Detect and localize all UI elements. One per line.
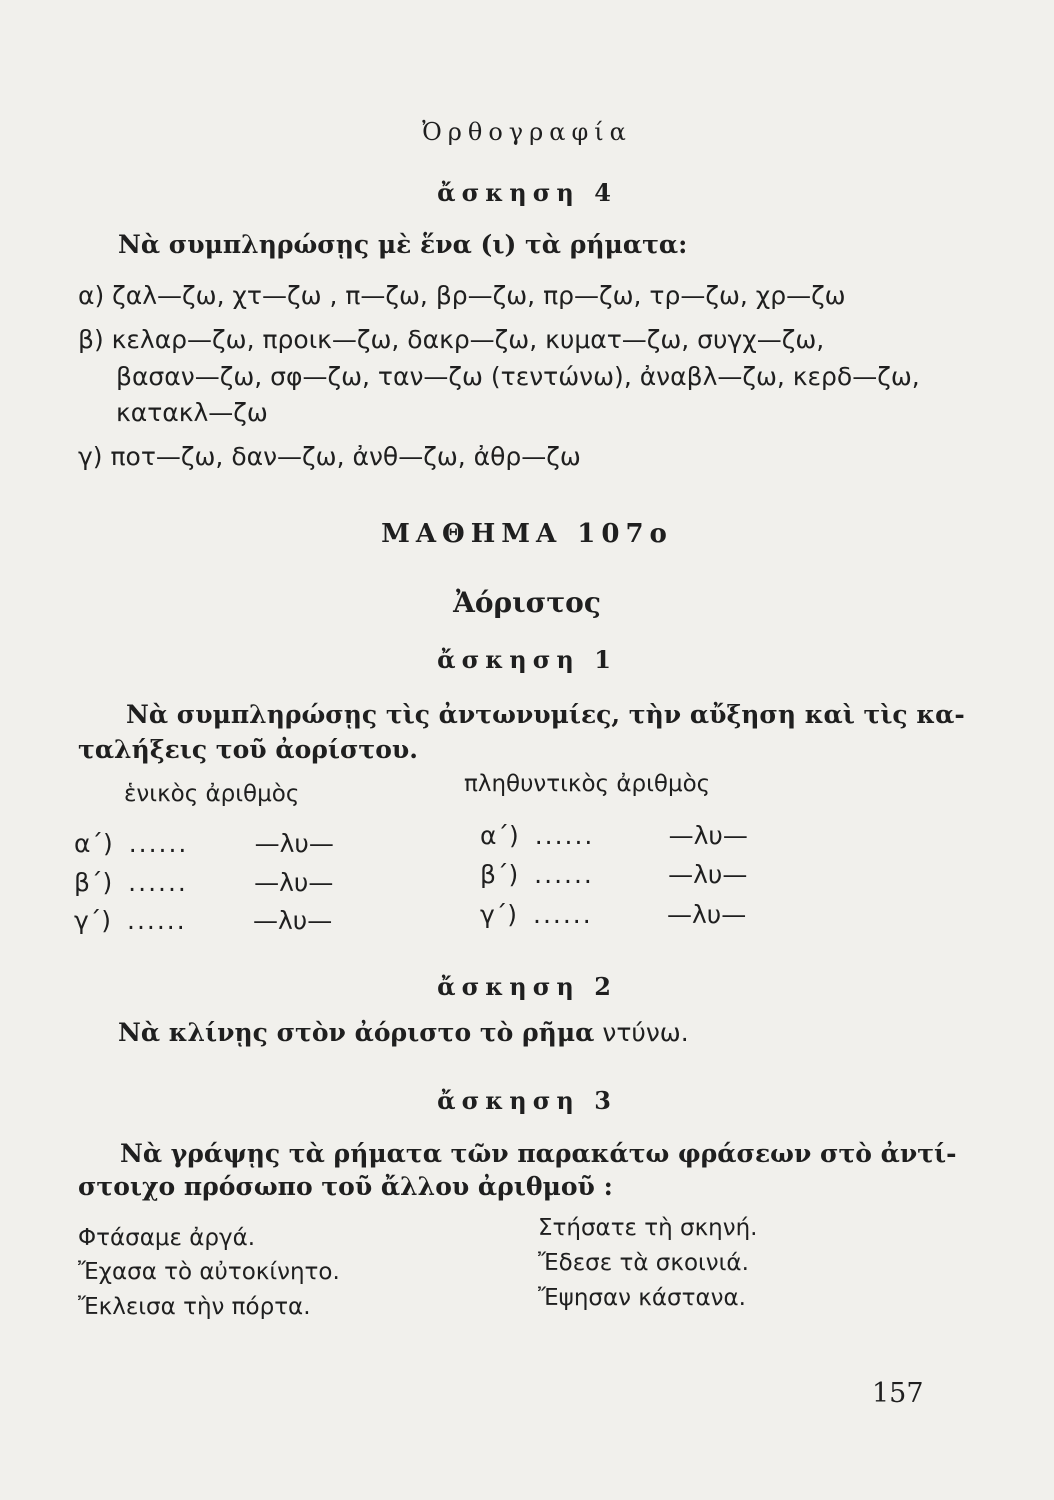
lesson-title: ΜΑΘΗΜΑ 107ο (381, 519, 673, 549)
exercise-3-instruction-line-2: στοιχο πρόσωπο τοῦ ἄλλου ἀριθμοῦ : (78, 1172, 613, 1201)
sentence-right: Ἔδεσε τὰ σκοινιά. (538, 1250, 749, 1276)
exercise-3-heading: ἄσκηση 3 (437, 1086, 617, 1115)
verb-stem: —λυ— (668, 821, 748, 850)
sentence-left: Ἔκλεισα τὴν πόρτα. (78, 1294, 311, 1320)
page-number: 157 (872, 1378, 924, 1409)
singular-header: ἑνικὸς ἀριθμὸς (124, 781, 300, 807)
exercise-2-text: Νὰ κλίνῃς στὸν ἀόριστο τὸ ρῆμα (118, 1018, 595, 1047)
plural-row (480, 860, 747, 889)
exercise-2-heading: ἄσκηση 2 (437, 972, 617, 1001)
exercise-2-instruction (118, 1018, 689, 1047)
verb-stem: —λυ— (252, 906, 333, 935)
exercise-4-line-b1: β) κελαρ—ζω, προικ—ζω, δακρ—ζω, κυματ—ζω, συγχ—ζω, (78, 325, 825, 354)
verb-stem: —λυ— (668, 860, 748, 889)
sentence-left: Φτάσαμε ἀργά. (78, 1225, 256, 1251)
row-label: β΄) (74, 868, 113, 897)
exercise-3-instruction-line-1: Νὰ γράψῃς τὰ ρήματα τῶν παρακάτω φράσεων στὸ ἀντί- (120, 1139, 957, 1168)
row-label: β΄) (480, 860, 519, 889)
plural-header: πληθυντικὸς ἀριθμὸς (464, 771, 711, 797)
exercise-4-line-c: γ) ποτ—ζω, δαν—ζω, ἀνθ—ζω, ἀθρ—ζω (78, 442, 581, 471)
singular-row (74, 906, 332, 935)
row-label: γ΄) (480, 900, 518, 929)
blank-dots: ...... (128, 868, 188, 897)
exercise-1-instruction-line-2: ταλήξεις τοῦ ἀορίστου. (78, 735, 418, 764)
sentence-right: Στήσατε τὴ σκηνή. (538, 1215, 758, 1241)
blank-dots: ...... (533, 900, 593, 929)
blank-dots: ...... (534, 860, 594, 889)
blank-dots: ...... (534, 821, 595, 850)
exercise-4-line-b3: κατακλ—ζω (116, 398, 268, 427)
exercise-1-heading: ἄσκηση 1 (437, 645, 617, 674)
section-title: Ὀρθογραφία (422, 118, 632, 146)
sentence-right: Ἔψησαν κάστανα. (538, 1285, 746, 1311)
verb-stem: —λυ— (254, 829, 334, 858)
singular-row (74, 829, 334, 858)
plural-row (480, 821, 748, 850)
singular-row (74, 868, 333, 897)
row-label: γ΄) (74, 906, 112, 935)
exercise-1-instruction-line-1: Νὰ συμπληρώσῃς τὶς ἀντωνυμίες, τὴν αὔξηση καὶ τὶς κα- (126, 700, 965, 729)
exercise-4-line-b2: βασαν—ζω, σφ—ζω, ταν—ζω (τεντώνω), ἀναβλ—ζω, κερδ—ζω, (116, 362, 920, 391)
lesson-topic: Ἀόριστος (453, 586, 601, 619)
row-label: α΄) (480, 821, 519, 850)
blank-dots: ...... (127, 906, 187, 935)
exercise-4-line-a: α) ζαλ—ζω, χτ—ζω , π—ζω, βρ—ζω, πρ—ζω, τρ—ζω, χρ—ζω (78, 281, 846, 310)
row-label: α΄) (74, 829, 113, 858)
exercise-4-heading: ἄσκηση 4 (437, 178, 617, 207)
exercise-2-verb: ντύνω. (602, 1018, 689, 1047)
exercise-4-instruction: Νὰ συμπληρώσῃς μὲ ἕνα (ι) τὰ ρήματα: (118, 230, 688, 259)
plural-row (480, 900, 746, 929)
blank-dots: ...... (128, 829, 189, 858)
verb-stem: —λυ— (254, 868, 334, 897)
sentence-left: Ἔχασα τὸ αὐτοκίνητο. (78, 1259, 340, 1285)
verb-stem: —λυ— (666, 900, 747, 929)
